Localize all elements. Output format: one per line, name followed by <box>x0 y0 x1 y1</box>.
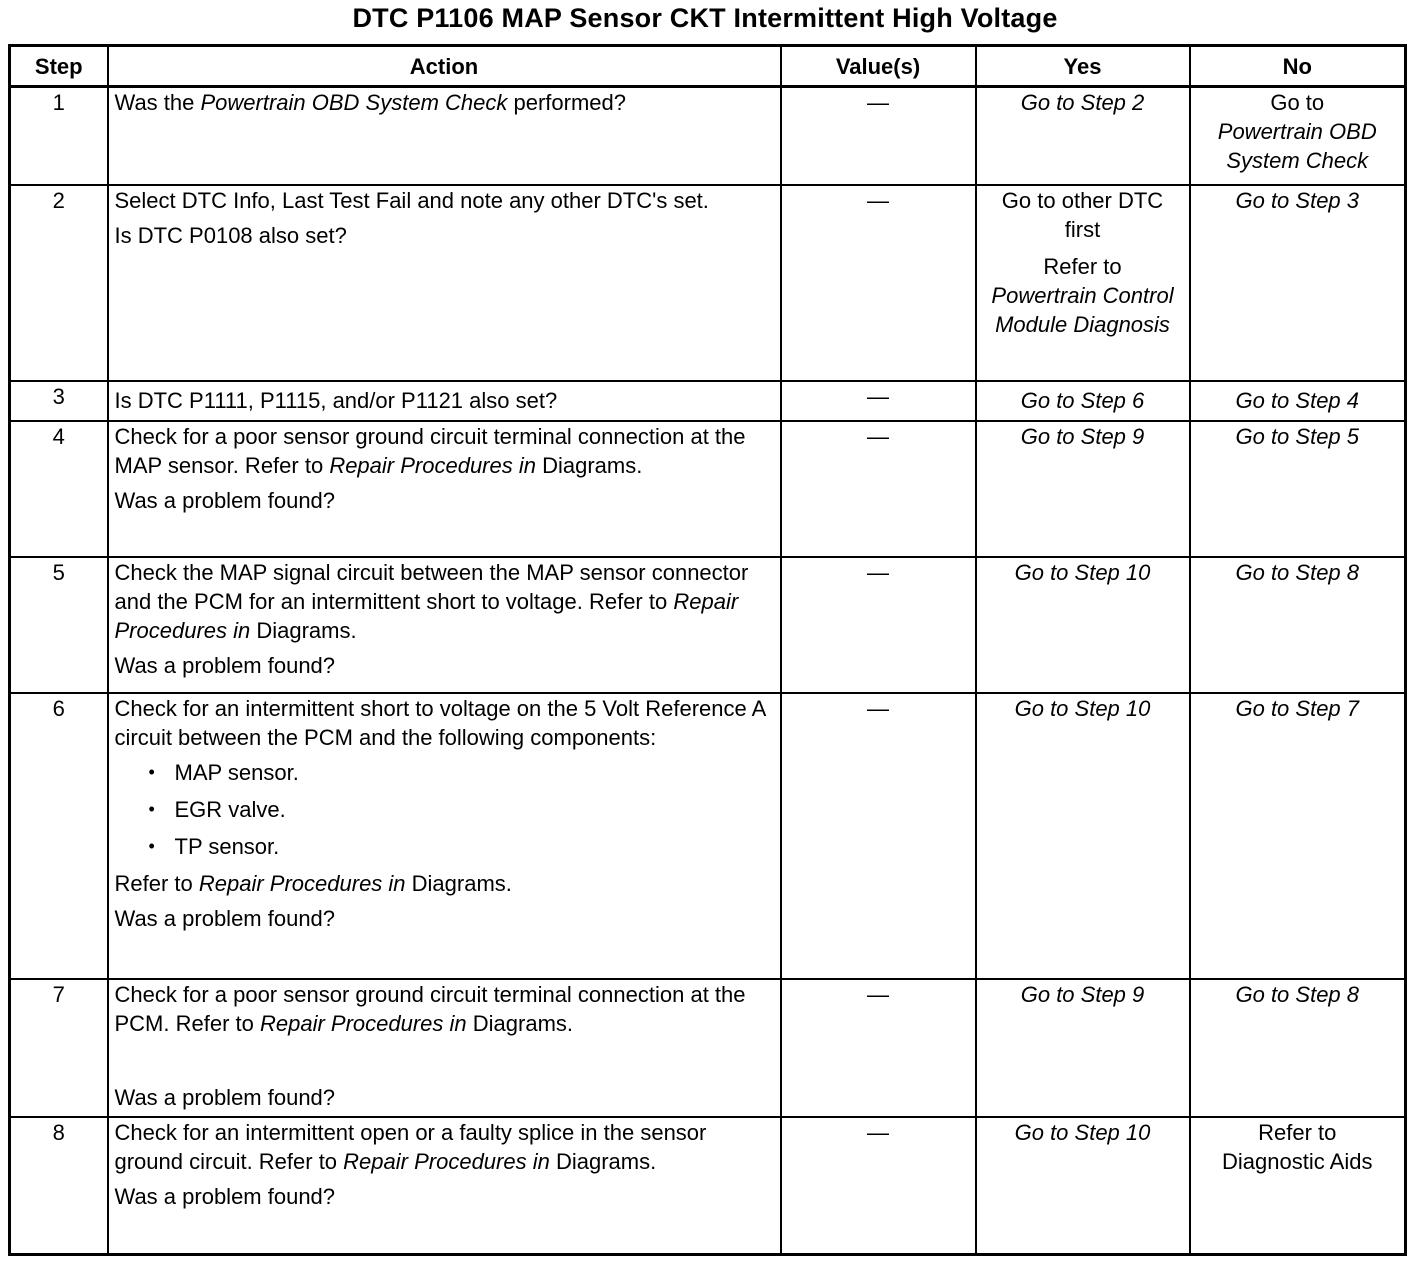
action-text: Check for an intermittent short to voltage on the 5 Volt Reference A circuit between the PCM and the following components: <box>114 695 766 750</box>
no-cell <box>1190 185 1406 381</box>
yes-text: Go to Step 6 <box>1020 388 1145 413</box>
step-number: 6 <box>10 693 108 979</box>
action-question: Was a problem found? <box>114 487 336 513</box>
yes-cell <box>976 693 1190 979</box>
header-row <box>10 46 1406 87</box>
table-row <box>10 693 1406 979</box>
diagnostic-table <box>8 44 1407 1256</box>
action-cell <box>108 1117 781 1255</box>
yes-text: Go to Step 9 <box>1020 423 1145 449</box>
no-cell <box>1190 381 1406 421</box>
table-row <box>10 557 1406 693</box>
header-step: Step <box>10 46 108 87</box>
table-row <box>10 381 1406 421</box>
step-number: 2 <box>10 185 108 381</box>
action-reference: Powertrain OBD System Check <box>200 90 508 115</box>
action-text: Diagrams. <box>250 617 357 643</box>
action-question: Is DTC P1111, P1115, and/or P1121 also set? <box>114 388 558 413</box>
header-action: Action <box>108 46 781 87</box>
table-row <box>10 87 1406 185</box>
action-question: Was a problem found? <box>114 652 336 678</box>
action-text: Was the <box>114 90 201 115</box>
list-item: • TP sensor. <box>175 832 774 861</box>
step-number: 5 <box>10 557 108 693</box>
no-text: Go to <box>1270 90 1325 115</box>
value-cell: — <box>781 693 976 979</box>
value-cell: — <box>781 979 976 1117</box>
value-cell: — <box>781 557 976 693</box>
value-cell: — <box>781 185 976 381</box>
no-text: Go to Step 8 <box>1235 981 1360 1007</box>
action-text: Select DTC Info, Last Test Fail and note any other DTC's set. <box>114 187 709 213</box>
yes-cell <box>976 1117 1190 1255</box>
no-reference: Powertrain OBD System Check <box>1217 119 1377 173</box>
yes-reference: Powertrain Control Module Diagnosis <box>991 282 1174 337</box>
action-text: Refer to <box>114 870 199 896</box>
header-values: Value(s) <box>781 46 976 87</box>
action-text: Diagrams. <box>535 452 643 478</box>
action-reference: Repair Procedures in <box>343 1148 550 1174</box>
value-cell: — <box>781 87 976 185</box>
step-number: 3 <box>10 381 108 421</box>
page-title: DTC P1106 MAP Sensor CKT Intermittent High Voltage <box>352 3 1058 33</box>
table-row <box>10 421 1406 557</box>
action-text: Diagrams. <box>466 1010 574 1036</box>
yes-cell <box>976 557 1190 693</box>
step-number: 1 <box>10 87 108 185</box>
action-cell <box>108 693 781 979</box>
yes-text: Go to other DTC first <box>1001 187 1164 242</box>
no-cell <box>1190 421 1406 557</box>
action-text: Diagrams. <box>549 1148 657 1174</box>
yes-cell <box>976 87 1190 185</box>
action-cell <box>108 979 781 1117</box>
no-cell <box>1190 979 1406 1117</box>
yes-text: Go to Step 10 <box>1014 1119 1151 1145</box>
table-row <box>10 185 1406 381</box>
no-text: Go to Step 4 <box>1235 388 1360 413</box>
yes-cell <box>976 979 1190 1117</box>
no-text: Refer to <box>1258 1119 1337 1145</box>
header-no: No <box>1190 46 1406 87</box>
yes-cell <box>976 421 1190 557</box>
action-text: Check for a poor sensor ground circuit terminal connection at the PCM. Refer to <box>114 981 746 1036</box>
no-text: Go to Step 7 <box>1235 695 1360 721</box>
value-cell: — <box>781 421 976 557</box>
list-item: • MAP sensor. <box>175 758 774 787</box>
yes-text: Go to Step 10 <box>1014 695 1151 721</box>
action-question: Was a problem found? <box>114 905 336 931</box>
step-number: 7 <box>10 979 108 1117</box>
value-cell: — <box>781 1117 976 1255</box>
action-reference: Repair Procedures in <box>198 870 406 896</box>
action-reference: Repair Procedures in <box>114 588 739 643</box>
component-list <box>115 758 774 861</box>
yes-text: Go to Step 2 <box>1020 90 1145 115</box>
action-question: Is DTC P0108 also set? <box>114 222 347 248</box>
no-cell <box>1190 1117 1406 1255</box>
no-cell <box>1190 87 1406 185</box>
action-text: Check the MAP signal circuit between the MAP sensor connector and the PCM for an intermittent short to voltage. Refer to <box>114 559 749 614</box>
yes-cell <box>976 381 1190 421</box>
action-cell <box>108 421 781 557</box>
yes-text: Refer to <box>1043 253 1122 279</box>
action-text: Diagrams. <box>405 870 512 896</box>
step-number: 8 <box>10 1117 108 1255</box>
action-cell <box>108 185 781 381</box>
action-reference: Repair Procedures in <box>259 1010 467 1036</box>
action-cell <box>108 557 781 693</box>
action-text: Check for an intermittent open or a faulty splice in the sensor ground circuit. Refer to <box>114 1119 707 1174</box>
yes-text: Go to Step 9 <box>1020 981 1145 1007</box>
no-text: Go to Step 8 <box>1235 559 1360 585</box>
yes-text: Go to Step 10 <box>1014 559 1151 585</box>
no-cell <box>1190 557 1406 693</box>
no-text: Go to Step 5 <box>1235 423 1360 449</box>
action-question: Was a problem found? <box>114 1084 336 1110</box>
value-cell: — <box>781 381 976 421</box>
action-text: performed? <box>507 90 626 115</box>
no-cell <box>1190 693 1406 979</box>
step-number: 4 <box>10 421 108 557</box>
no-text: Go to Step 3 <box>1235 187 1360 213</box>
yes-cell <box>976 185 1190 381</box>
action-text: Check for a poor sensor ground circuit terminal connection at the MAP sensor. Refer to <box>114 423 746 478</box>
action-reference: Repair Procedures in <box>329 452 536 478</box>
table-row <box>10 979 1406 1117</box>
action-question: Was a problem found? <box>114 1183 336 1209</box>
action-cell <box>108 87 781 185</box>
header-yes: Yes <box>976 46 1190 87</box>
action-cell <box>108 381 781 421</box>
no-text: Diagnostic Aids <box>1222 1148 1373 1174</box>
table-row <box>10 1117 1406 1255</box>
list-item: • EGR valve. <box>175 795 774 824</box>
